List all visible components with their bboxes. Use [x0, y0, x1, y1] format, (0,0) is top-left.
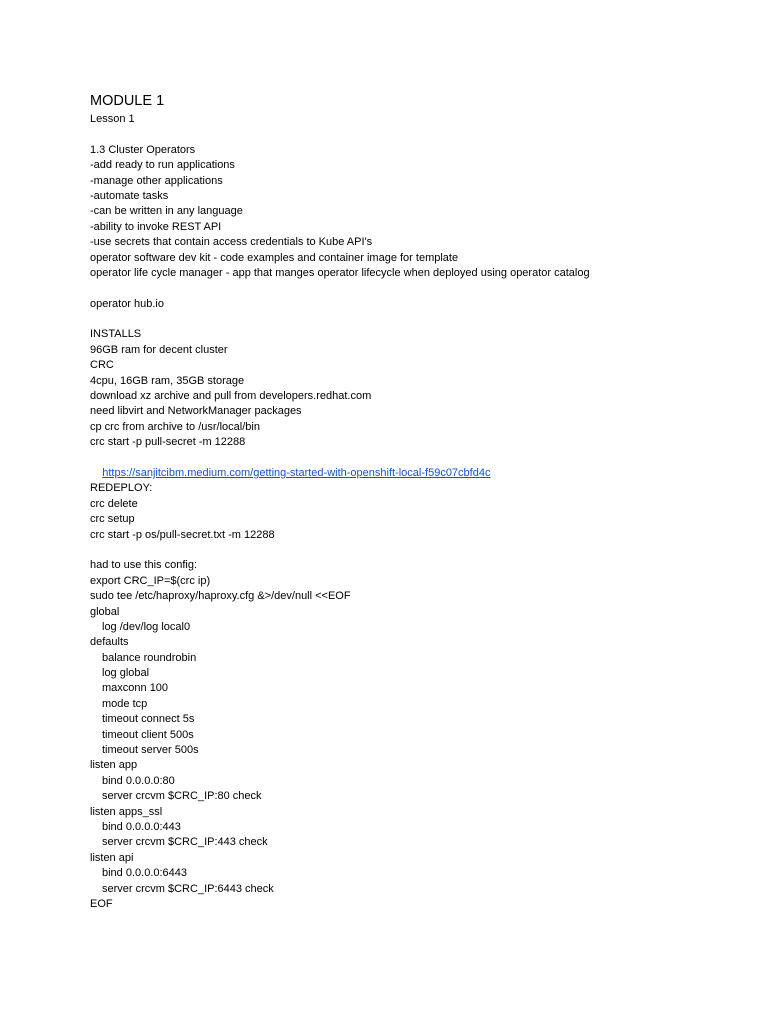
- config-tee-line: sudo tee /etc/haproxy/haproxy.cfg &>/dev/null <<EOF: [90, 590, 351, 603]
- lesson-label: Lesson 1: [90, 113, 135, 125]
- bullet-line: -ability to invoke REST API: [90, 220, 222, 233]
- config-defaults-line: maxconn 100: [102, 682, 169, 695]
- bullet-line: -manage other applications: [90, 174, 223, 187]
- redeploy-heading: REDEPLOY:: [90, 482, 153, 495]
- config-defaults-line: timeout connect 5s: [102, 713, 195, 726]
- redeploy-line: crc setup: [90, 513, 135, 526]
- config-app-server: server crcvm $CRC_IP:80 check: [102, 790, 262, 803]
- installs-line: 96GB ram for decent cluster: [90, 343, 228, 356]
- config-defaults-line: timeout server 500s: [102, 744, 199, 757]
- config-global-log: log /dev/log local0: [102, 620, 191, 633]
- installs-line: crc start -p pull-secret -m 12288: [90, 436, 246, 449]
- config-api-server: server crcvm $CRC_IP:6443 check: [102, 882, 274, 895]
- sdk-line: operator software dev kit - code examples and container image for template: [90, 251, 459, 264]
- config-defaults-line: balance roundrobin: [102, 651, 197, 664]
- config-listen-apps-ssl: listen apps_ssl: [90, 805, 163, 818]
- redeploy-line: crc start -p os/pull-secret.txt -m 12288: [90, 528, 275, 541]
- medium-article-link[interactable]: https://sanjitcibm.medium.com/getting-started-with-openshift-local-f59c07cbfd4c: [102, 467, 491, 479]
- config-defaults-line: mode tcp: [102, 697, 148, 710]
- config-eof: EOF: [90, 897, 113, 910]
- blank-line: [90, 312, 730, 327]
- config-global: global: [90, 605, 120, 618]
- config-ssl-bind: bind 0.0.0.0:443: [102, 820, 181, 833]
- installs-line: CRC: [90, 359, 114, 372]
- config-intro: had to use this config:: [90, 559, 198, 572]
- config-defaults-line: timeout client 500s: [102, 728, 194, 741]
- blank-line: [90, 127, 730, 142]
- bullet-line: -add ready to run applications: [90, 159, 235, 172]
- installs-line: cp crc from archive to /usr/local/bin: [90, 420, 260, 433]
- document-page: [90, 93, 730, 912]
- config-ssl-server: server crcvm $CRC_IP:443 check: [102, 836, 268, 849]
- section-title: 1.3 Cluster Operators: [90, 143, 196, 156]
- config-listen-app: listen app: [90, 759, 138, 772]
- installs-line: download xz archive and pull from developers.redhat.com: [90, 390, 372, 403]
- blank-line: [90, 281, 730, 296]
- config-defaults-line: log global: [102, 667, 150, 680]
- document-title: MODULE 1: [90, 93, 165, 109]
- installs-line: need libvirt and NetworkManager packages: [90, 405, 302, 418]
- config-listen-api: listen api: [90, 851, 134, 864]
- installs-heading: INSTALLS: [90, 328, 142, 341]
- config-api-bind: bind 0.0.0.0:6443: [102, 867, 188, 880]
- config-export-line: export CRC_IP=$(crc ip): [90, 574, 211, 587]
- bullet-line: -use secrets that contain access credentials to Kube API's: [90, 236, 373, 249]
- redeploy-line: crc delete: [90, 497, 138, 510]
- hub-line: operator hub.io: [90, 297, 164, 310]
- bullet-line: -automate tasks: [90, 189, 169, 202]
- config-defaults: defaults: [90, 636, 129, 649]
- blank-line: [90, 543, 730, 558]
- olm-line: operator life cycle manager - app that manges operator lifecycle when deployed using operator catalog: [90, 266, 590, 279]
- installs-link-row: [90, 451, 730, 479]
- bullet-line: -can be written in any language: [90, 205, 243, 218]
- config-app-bind: bind 0.0.0.0:80: [102, 774, 175, 787]
- installs-line: 4cpu, 16GB ram, 35GB storage: [90, 374, 245, 387]
